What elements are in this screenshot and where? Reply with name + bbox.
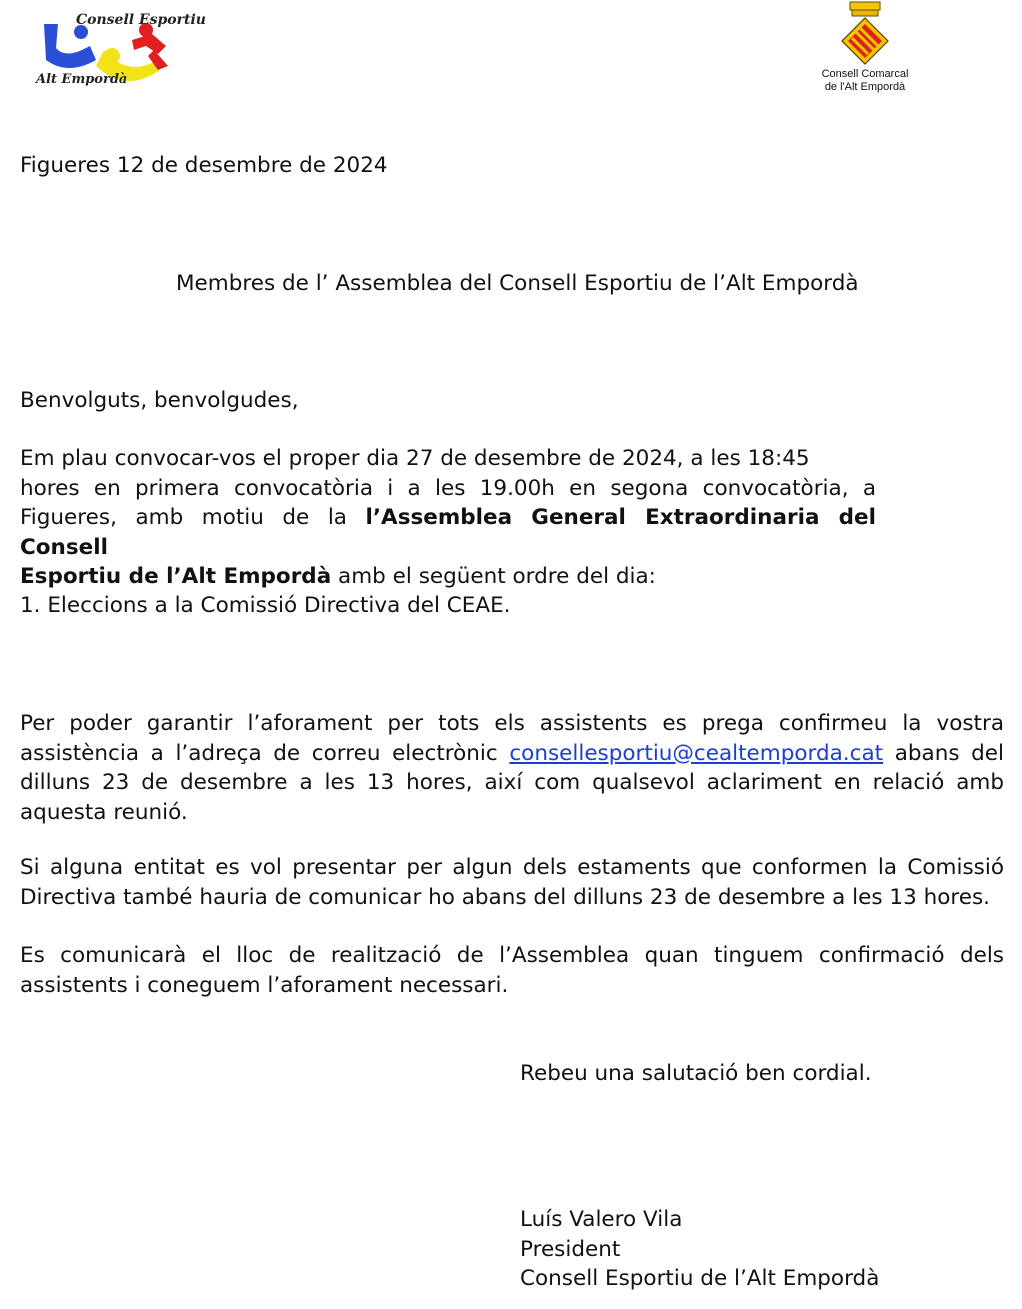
convocation-line-4 — [20, 562, 876, 592]
attendance-text-post: abans del dilluns 23 de desembre a les 13 hores, així com qualsevol aclariment en relació amb aquesta reunió. — [20, 740, 1005, 825]
signature-organization: Consell Esportiu de l’Alt Empordà — [520, 1266, 880, 1291]
logo-text-consell-comarcal: Consell Comarcal — [821, 68, 909, 80]
convocation-line-4-text: amb el següent ordre del dia: — [331, 564, 656, 589]
signature-name: Luís Valero Vila — [520, 1207, 683, 1232]
signature-block — [520, 1205, 879, 1294]
letter-recipient: Membres de l’ Assemblea del Consell Esportiu de l’Alt Empordà — [176, 271, 859, 296]
logo-text-alt-emporda: Alt Empordà — [36, 72, 128, 87]
consell-esportiu-logo — [34, 10, 206, 94]
letter-greeting: Benvolguts, benvolgudes, — [20, 388, 299, 413]
convocation-line-3 — [20, 503, 876, 562]
letter-date: Figueres 12 de desembre de 2024 — [20, 153, 388, 178]
convocation-line-3-text: Figueres, amb motiu de la — [20, 505, 366, 530]
logo-text-consell-esportiu: Consell Esportiu — [76, 12, 206, 28]
signature-title: President — [520, 1236, 621, 1262]
convocation-line-1: Em plau convocar-vos el proper dia 27 de desembre de 2024, a les 18:45 — [20, 446, 810, 471]
letter-paragraph-attendance — [20, 709, 1004, 827]
attendance-text-pre: Per poder garantir l’aforament per tots els assistents es prega confirmeu la vostra assistència a l’adreça de correu electrònic — [20, 711, 1004, 766]
agenda-item: 1. Eleccions a la Comissió Directiva del CEAE. — [20, 593, 511, 618]
letter-closing: Rebeu una salutació ben cordial. — [520, 1061, 872, 1086]
assembly-name-bold-1: l’Assemblea General Extraordinaria del Consell — [20, 505, 876, 560]
email-link[interactable]: consellesportiu@cealtemporda.cat — [509, 740, 884, 766]
assembly-name-bold-2: Esportiu de l’Alt Empordà — [20, 564, 332, 589]
convocation-line-2: hores en primera convocatòria i a les 19.00h en segona convocatòria, a — [20, 475, 876, 501]
logo-text-alt-emporda-comarcal: de l'Alt Empordà — [824, 81, 906, 93]
letter-paragraph-convocation — [20, 444, 876, 592]
consell-comarcal-logo — [812, 0, 922, 100]
coat-of-arms-icon — [812, 0, 922, 70]
letter-paragraph-candidacy: Si alguna entitat es vol presentar per algun dels estaments que conformen la Comissió Directiva també hauria de comunicar ho abans del dilluns 23 de desembre a les 13 hores. — [20, 855, 1004, 910]
letter-paragraph-venue: Es comunicarà el lloc de realització de l’Assemblea quan tinguem confirmació dels assistents i coneguem l’aforament necessari. — [20, 943, 1004, 998]
